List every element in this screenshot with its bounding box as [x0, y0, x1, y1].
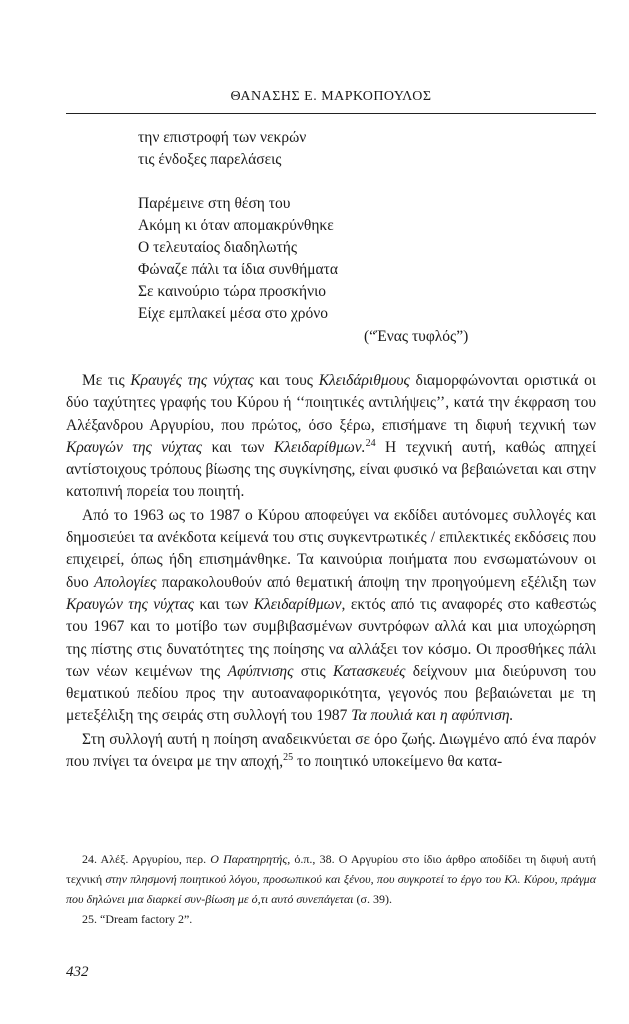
header-rule: [66, 113, 596, 114]
poem-source: (“Ένας τυφλός”): [364, 328, 469, 345]
quotation: στην πλησμονή ποιητικού λόγου, προσωπικού και ξένου, που συγκροτεί το έργο του Κλ. Κύρου, πράγμα που δηλώνει μια διαρκεί συν-βίωση με ό,τι αυτό συνεπάγεται: [66, 872, 596, 906]
text-run: και των: [194, 595, 254, 613]
journal-title: Ο Παρατηρητής: [210, 852, 288, 866]
paragraph-2: [66, 505, 596, 728]
book-title: Κραυγών της νύχτας: [66, 438, 203, 456]
text-run: Με τις: [82, 372, 131, 389]
poem-line: Σε καινούριο τώρα προσκήνιο: [138, 283, 327, 300]
paragraph-3: [66, 729, 596, 774]
poem-line: Είχε εμπλακεί μέσα στο χρόνο: [138, 305, 329, 322]
poem-line: Ο τελευταίος διαδηλωτής: [138, 239, 297, 256]
text-run: Στη συλλογή αυτή η ποίηση αναδεικνύεται σε όρο ζωής. Διωγμένο από ένα παρόν που πνίγει τα όνειρα με την αποχή,: [66, 730, 596, 771]
text-run: στις: [293, 662, 334, 680]
text-run: , ό.π., 38. Ο Αργυρίου στο ίδιο άρθρο αποδίδει τη διφυή αυτή τεχνική: [66, 852, 596, 886]
text-run: Η τεχνική αυτή, καθώς απηχεί αντίστοιχους τρόπους βίωσης της συγκίνησης, είναι φυσικό να βεβαιώνεται και στην κατοπινή πορεία του ποιητή.: [66, 438, 596, 501]
paragraph-1: [66, 370, 596, 504]
text-run: (σ. 39).: [353, 892, 392, 906]
book-title: Κατασκευές: [333, 662, 406, 680]
text-run: το ποιητικό υποκείμενο θα κατα-: [293, 753, 503, 771]
text-run: 24. Αλέξ. Αργυρίου, περ.: [82, 852, 211, 866]
book-title: Κραυγών της νύχτας: [66, 595, 195, 613]
body-text: [66, 370, 596, 773]
text-run: παρακολουθούν από θεματική άποψη την προηγούμενη εξέλιξη των: [156, 573, 597, 591]
text-run: και των: [202, 438, 274, 456]
stanza-break: [138, 171, 538, 193]
page-number: 432: [66, 964, 89, 980]
running-header: ΘΑΝΑΣΗΣ Ε. ΜΑΡΚΟΠΟΥΛΟΣ: [230, 89, 432, 104]
poem-line: τις ένδοξες παρελάσεις: [138, 151, 282, 168]
book-title: Κλειδαρίθμων,: [253, 595, 346, 613]
footnote-ref-25[interactable]: 25: [283, 751, 294, 763]
poem-excerpt: [138, 127, 538, 325]
text-run: και τους: [253, 372, 319, 389]
poem-line: την επιστροφή των νεκρών: [138, 129, 307, 146]
book-title: Αφύπνισης: [227, 662, 294, 680]
footnote-24: [66, 849, 596, 909]
poem-line: Ακόμη κι όταν απομακρύνθηκε: [138, 217, 334, 234]
book-title: Κλειδαρίθμων.: [273, 438, 366, 456]
book-title: Απολογίες: [94, 573, 157, 591]
book-title: Κραυγές της νύχτας: [130, 372, 254, 389]
poem-line: Φώναζε πάλι τα ίδια συνθήματα: [138, 261, 338, 278]
text-run: δείχνουν μια διεύρυνση του θεματικού πεδίου προς την αυτοαναφορικότητα, γεγονός που βεβαιώνεται με τη μετεξέλιξη της σειράς στη συλλογή του 1987: [66, 662, 596, 725]
text-run: εκτός από τις αναφορές στο καθεστώς του 1967 και το μοτίβο των συμβιβασμένων συντρόφων αλλά και μια υποχώρηση της πίστης στις δυνατότητες της ποίησης να αλλάξει τον κόσμο. Οι προσθήκες πάλι των νέων κειμένων της: [66, 595, 596, 680]
book-title: Κλειδάριθμους: [318, 372, 410, 389]
text-run: διαμορφώνονται οριστικά οι δύο ταχύτητες γραφής του Κύρου ή ‘‘ποιητικές αντιλήψεις’’, κατά την έκφραση του Αλέξανδρου Αργυρίου, που πρώτος, όσο ξέρω, επισήμανε τη διφυή τεχνική των: [66, 372, 596, 434]
footnotes: [66, 849, 596, 929]
book-title: Τα πουλιά και η αφύπνιση.: [351, 707, 514, 725]
poem-line: Παρέμεινε στη θέση του: [138, 195, 291, 212]
footnote-ref-24[interactable]: 24: [365, 437, 376, 449]
footnote-25: 25. “Dream factory 2”.: [82, 912, 193, 926]
text-run: Από το 1963 ως το 1987 ο Κύρου αποφεύγει να εκδίδει αυτόνομες συλλογές και δημοσιεύει τα ανέκδοτα κείμενά του στις συγκεντρωτικές / επιλεκτικές εκδόσεις που επιχειρεί, όπως ήδη επισημάνθηκε. Τα καινούρια ποιήματα που ενσωματώνουν οι δυο: [66, 506, 596, 591]
